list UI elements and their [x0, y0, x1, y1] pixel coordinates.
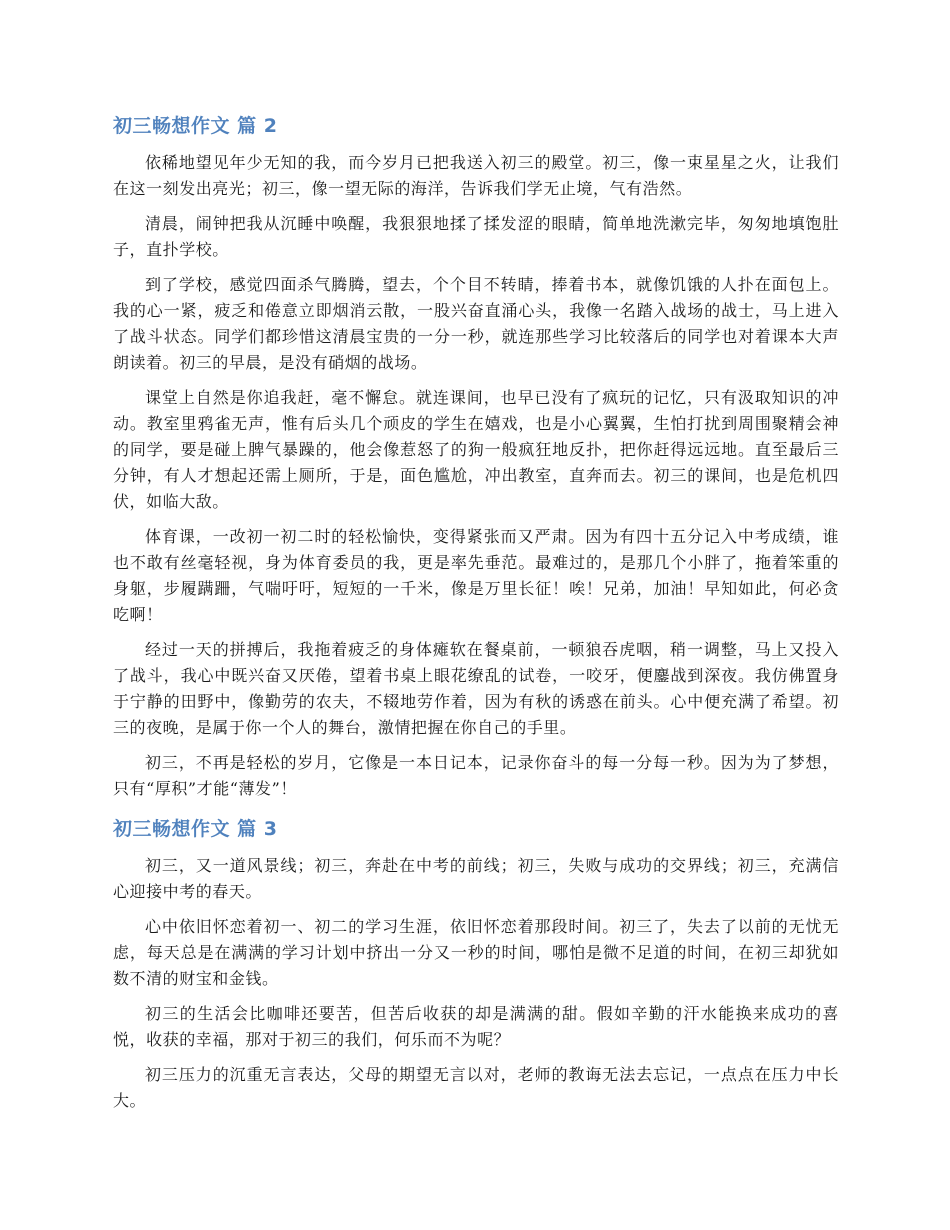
paragraph: 经过一天的拼搏后，我拖着疲乏的身体瘫软在餐桌前，一顿狼吞虎咽，稍一调整，马上又投入了战斗，我心中既兴奋又厌倦，望着书桌上眼花缭乱的试卷，一咬牙，便鏖战到深夜。我仿佛置身于宁静的田野中，像勤劳的农夫，不辍地劳作着，因为有秋的诱惑在前头。心中便充满了希望。初三的夜晚，是属于你一个人的舞台，激情把握在你自己的手里。 [113, 640, 839, 737]
section-number: 篇 3 [237, 818, 278, 840]
paragraph: 初三，不再是轻松的岁月，它像是一本日记本，记录你奋斗的每一分每一秒。因为为了梦想，只有“厚积”才能“薄发”！ [113, 753, 839, 798]
document-page [113, 112, 839, 1123]
paragraph: 初三压力的沉重无言表达，父母的期望无言以对，老师的教诲无法去忘记，一点点在压力中长大。 [113, 1065, 839, 1110]
paragraph: 体育课，一改初一初二时的轻松愉快，变得紧张而又严肃。因为有四十五分记入中考成绩，谁也不敢有丝毫轻视，身为体育委员的我，更是率先垂范。最难过的，是那几个小胖了，拖着笨重的身躯，步履蹒跚，气喘吁吁，短短的一千米，像是万里长征！唉！兄弟，加油！早知如此，何必贪吃啊！ [113, 527, 839, 624]
paragraph: 初三的生活会比咖啡还要苦，但苦后收获的却是满满的甜。假如辛勤的汗水能换来成功的喜悦，收获的幸福，那对于初三的我们，何乐而不为呢？ [113, 1004, 839, 1049]
paragraph: 清晨，闹钟把我从沉睡中唤醒，我狠狠地揉了揉发涩的眼睛，简单地洗漱完毕，匆匆地填饱肚子，直扑学校。 [113, 214, 839, 259]
paragraph: 初三，又一道风景线；初三，奔赴在中考的前线；初三，失败与成功的交界线；初三，充满信心迎接中考的春天。 [113, 856, 839, 901]
section-title: 初三畅想作文 [113, 115, 231, 137]
paragraph: 课堂上自然是你追我赶，毫不懈怠。就连课间，也早已没有了疯玩的记忆，只有汲取知识的冲动。教室里鸦雀无声，惟有后头几个顽皮的学生在嬉戏，也是小心翼翼，生怕打扰到周围聚精会神的同学，要是碰上脾气暴躁的，他会像惹怒了的狗一般疯狂地反扑，把你赶得远远地。直至最后三分钟，有人才想起还需上厕所，于是，面色尴尬，冲出教室，直奔而去。初三的课间，也是危机四伏，如临大敌。 [113, 388, 839, 511]
paragraph: 依稀地望见年少无知的我，而今岁月已把我送入初三的殿堂。初三，像一束星星之火，让我们在这一刻发出亮光；初三，像一望无际的海洋，告诉我们学无止境，气有浩然。 [113, 153, 839, 198]
section-title: 初三畅想作文 [113, 818, 231, 840]
paragraph: 到了学校，感觉四面杀气腾腾，望去，个个目不转睛，捧着书本，就像饥饿的人扑在面包上。我的心一紧，疲乏和倦意立即烟消云散，一股兴奋直涌心头，我像一名踏入战场的战士，马上进入了战斗状态。同学们都珍惜这清晨宝贵的一分一秒，就连那些学习比较落后的同学也对着课本大声朗读着。初三的早晨，是没有硝烟的战场。 [113, 275, 839, 372]
paragraph: 心中依旧怀恋着初一、初二的学习生涯，依旧怀恋着那段时间。初三了，失去了以前的无忧无虑，每天总是在满满的学习计划中挤出一分又一秒的时间，哪怕是微不足道的时间，在初三却犹如数不清的财宝和金钱。 [113, 917, 839, 988]
section-heading-2 [113, 112, 839, 140]
section-heading-3 [113, 815, 839, 843]
section-number: 篇 2 [237, 115, 278, 137]
